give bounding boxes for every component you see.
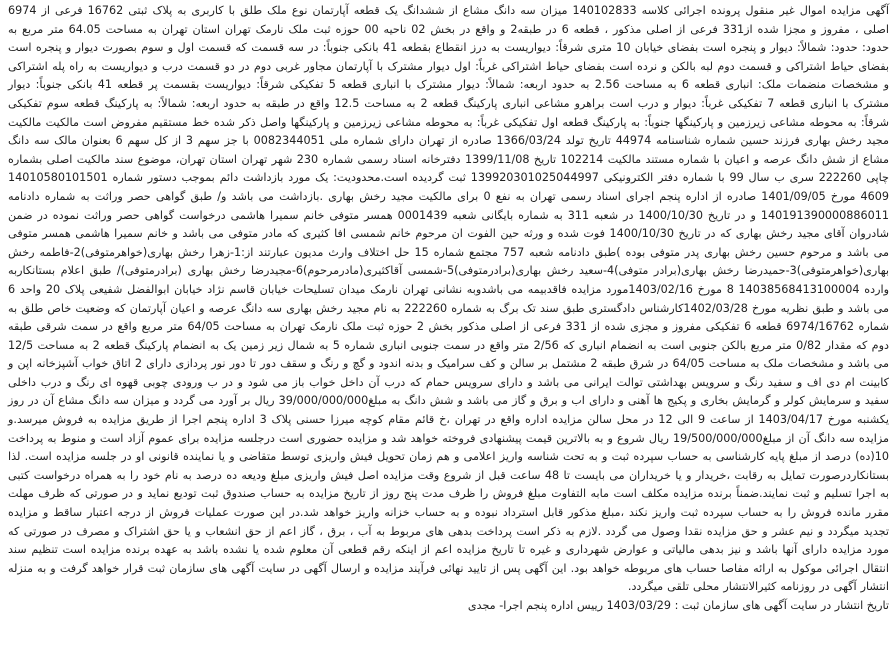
notice-footer-publish-date: تاریخ انتشار در سایت آگهی های سازمان ثبت : 1403/03/29 رییس اداره پنجم اجرا- مجدی <box>467 599 889 612</box>
notice-body-text: آگهی مزایده اموال غیر منقول پرونده اجرائی کلاسه 140102833 میزان سه دانگ مشاع از ششدانگ یک قطعه آپارتمان نوع ملک طلق با کاربری به پلاک ثبتی 16762 فرعی از 6974 اصلی ، مفروز و مجزا شده از331 فرعی از اصلی مذکور ، قطعه 6 در طبقه2 و واقع در بخش 02 ناحیه 00 حوزه ثبت ملک نارمک تهران استان تهران به مساحت 64.05 متر مربع به حدود: حدود: شمالاً: دیوار و پنجره است بفضای خیابان 10 متری شرقاً: دیواریست به درز انقطاع بقطعه 41 بانکی جنوباً: در سه قسمت که قسمت اول و سوم بصورت دیوار و پنجره است بفضای حیاط اشتراکی و قسمت دوم لبه بالکن و نرده است بفضای حیاط اشتراکی غرباً: اول دیوار مشترک با آپارتمان مجاور غربی دوم در دو قسمت درب و دیواریست به راه پله اشتراکی و مشخصات منضمات ملک: انباری قطعه 6 به مساحت 2.56 به حدود اربعه: شمالاً: دیوار مشترک با انباری قطعه 5 تفکیکی شرقاً: دیواریست بقسمت پر قطعه 41 بانکی جنوباً: دیوار مشترک با انباری قطعه 7 تفکیکی غرباً: دیوار و درب است براهرو مشاعی انباری پارکینگ قطعه 2 به مساحت 12.5 واقع در طبقه به حدود اربعه: شمالاً: به پارکینگ قطعه سوم تفکیکی شرقاً: به محوطه مشاعی زیرزمین و پارکینگها جنوباً: به پارکینگ قطعه اول تفکیکی غرباً: به محوطه مشاعی زیرزمین و پارکینگها واصل ذکر شده خط مستقیم مفروض است مالکیت مالکیت مجید رخش بهاری فرزند حسین شماره شناسنامه 44974 تاریخ تولد 1366/03/24 صادره از تهران دارای شماره ملی 0082344051 با جز سهم 3 از کل سهم 6 بعنوان مالک سه دانگ مشاع از شش دانگ عرصه و اعیان با شماره مستند مالکیت 102214 تاریخ 1399/11/08 دفترخانه اسناد رسمی شماره 230 شهر تهران استان تهران، موضوع سند مالکیت اصلی بشماره چاپی 222260 سری ب سال 99 با شماره دفتر الکترونیکی 139920301025044997 ثبت گردیده است.محدودیت: یک مورد بازداشت دائم بموجب دستور شماره 14010580101501 4609 مورخ 1401/09/05 صادره از اداره پنجم اجرای اسناد رسمی تهران به نفع 0 برای مالکیت مجید رخش بهاری .بازداشت می باشد و/ طبق گواهی حصر وراثت به شماره دادنامه 140191390000886011 و در تاریخ 1400/10/30 در شعبه 311 به شماره بایگانی شعبه 0001439 همسر متوفی خانم سمیرا هاشمی درخواست گواهی حصر وراثت نموده در ضمن شادروان آقای مجید رخش بهاری که در تاریخ 1400/10/30 فوت شده و ورثه حین الفوت ان مرحوم خانم شمسی افا کثیری که مادر متوفی می باشد و خانم سمیرا هاشمی همسر متوفی می باشد و مرحوم حسین رخش بهاری پدر متوفی بوده )طبق دادنامه شعبه 757 مجتمع شماره 15 حل اختلاف وارث مدیون عبارتند از:1-زهرا رخش بهاری(خواهرمتوفی)2-فاطمه رخش بهاری(خواهرمتوفی)3-حمیدرضا رخش بهاری(برادر متوفی)4-سعید رخش بهاری(برادرمتوفی)5-شمسی آقاکثیری(مادرمرحوم)6-مجیدرضا رخش بهاری (برادرمتوفی)/ طبق اعلام بستانکاربه وارده 14038568413100004 8 مورخ 1403/02/16مورد مزایده فاقدبیمه می باشدوبه نشانی تهران نارمک میدان تسلیحات خیابان قاسم نژاد خیابان ابوالفضل شفیعی پلاک 20 واحد 6 می باشد و طبق نظریه مورخ 1402/03/28کارشناس دادگستری طبق سند تک برگ به شماره 222260 به نام مجید رخش بهاری سه دانگ عرصه و اعیان آپارتمان که وضعیت خاص طلق به شماره 6974/16762 قطعه 6 تفکیکی مفروز و مجزی شده از 331 فرعی از اصلی مذکور بخش 2 حوزه ثبت ملک نارمک تهران به مساحت 64/05 متر مربع واقع در سمت شرقی طبقه دوم که مقدار 0/82 متر مربع بالکن جنوبی است به انضمام انباری که 2/56 متر واقع در سمت جنوبی انباری شماره 5 به شمال زیر زمین یک به انضمام پارکینگ قطعه 2 به مساحت 12/5 می باشد و مشخصات ملک به مساحت 64/05 در شرق طبقه 2 مشتمل بر سالن و کف سرامیک و بدنه اندود و گچ و رنگ و سقف دور تا دور نور پردازی دارای 2 اتاق خواب آشپزخانه اپن و کابینت ام دی اف و سفید رنگ و سرویس بهداشتی توالت ایرانی می باشد و دارای سرویس حمام که درب آن داخل خواب باز می شود و در ب ورودی چوبی قهوه ای رنگ و درب داخلی سفید و سرمایش کولر و گرمایش بخاری و پکیج ها آهنی و دارای اب و برق و گاز می باشد و شش دانگ به مبلغ39/000/000/000 ریال بر آورد می گردد و میزان سه دانگ مشاع آن در روز یکشنبه مورخ 1403/04/17 از ساعت 9 الی 12 در محل سالن مزایده اداره واقع در تهران ،خ قائم مقام کوچه میرزا حسنی پلاک 3 اداره پنجم اجرا از طریق مزایده به فروش میرسد.و مزایده سه دانگ آن از مبلغ19/500/000/000 ریال شروع و به بالاترین قیمت پیشنهادی فروخته خواهد شد و مزایده حضوری است درجلسه مزایده برای عموم آزاد است و منوط به پرداخت 10(ده) درصد از مبلغ پایه کارشناسی به حساب سپرده ثبت و به تحت شناسه واریز اعلامی و هم زمان تحویل فیش واریزی توسط متقاضی و یا نماینده قانونی او در جلسه مزایده است. لذا بستانکاردرصورت تمایل به رقابت ،خریدار و یا خریداران می بایست تا 48 ساعت قبل از شروع وقت مزایده اصل فیش واریزی مبلغ ودیعه ده درصد به نام خود را به همراه درخواست کتبی به اجرا تسلیم و ثبت نمایند.ضمناً برنده مزایده مکلف است مابه التفاوت مبلغ فروش را ظرف مدت پنج روز از تاریخ مزایده به حساب صندوق ثبت تودیع نماید و در صورتی که ظرف مهلت مقرر مانده فروش را به حساب سپرده ثبت واریز نکند ،مبلغ مذکور قابل استرداد نبوده و به حساب خزانه واریز خواهد شد.در این صورت عملیات فروش از درجه اعتبار ساقط و مزایده تجدید میگردد و نیم عشر و حق مزایده نقدا وصول می گردد .لازم به ذکر است پرداخت بدهی های مربوط به آب ، برق ، گاز اعم از حق انشعاب و یا حق اشتراک و مصرف در صورتی که مورد مزایده دارای آنها باشد و نیز بدهی مالیاتی و عوارض شهرداری و غیره تا تاریخ مزایده اعم از اینکه رقم قطعی آن معلوم شده یا نشده باشد به عهده برنده مزایده است تنظیم سند انتقال اجرائی موکول به ارائه مفاصا حساب های مربوطه خواهد بود. این آگهی پس از تایید نهائی فرآیند مزایده و ارسال آگهی در سایت آگهی های سازمان ثبت قرار خواهد گرفت و به منزله انتشار آگهی در روزنامه کثیرالانتشار محلی تلقی میگردد. <box>8 4 890 594</box>
